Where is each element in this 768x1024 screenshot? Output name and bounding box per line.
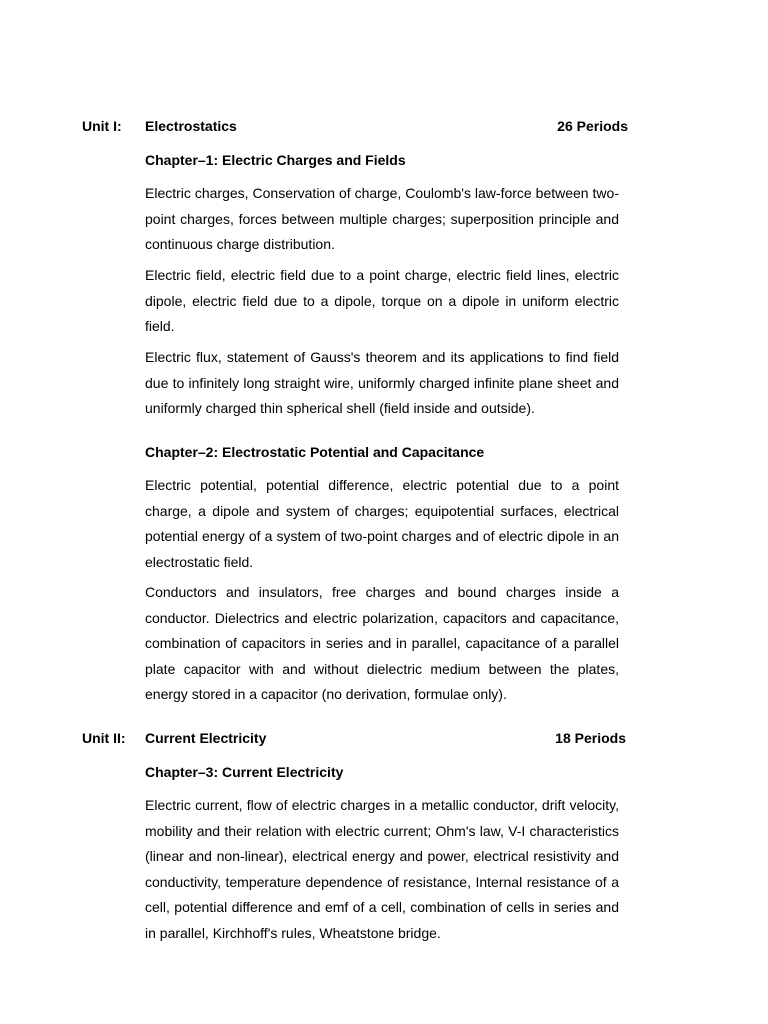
paragraph-electric-flux: Electric flux, statement of Gauss's theorem and its applications to find field due to infinitely long straight wire, uniformly charged infinite plane sheet and uniformly charged thin spherical shell (field inside and outside). (145, 349, 619, 416)
paragraph-conductors-insulators: Conductors and insulators, free charges and bound charges inside a conductor. Dielectrics and electric polarization, capacitors and capacitance, combination of capacitors in series and in parallel, capacitance of a parallel plate capacitor with and without dielectric medium between the plates, energy stored in a capacitor (no derivation, formulae only). (145, 584, 619, 702)
paragraph-electric-field: Electric field, electric field due to a point charge, electric field lines, electric dipole, electric field due to a dipole, torque on a dipole in uniform electric field. (145, 267, 619, 334)
unit-header-1 (82, 116, 628, 136)
unit-periods: 26 Periods (557, 118, 628, 134)
chapter-heading-3: Chapter–3: Current Electricity (145, 764, 344, 780)
unit-title: Electrostatics (145, 118, 237, 134)
paragraph-electric-charges: Electric charges, Conservation of charge, Coulomb's law-force between two- point charges, forces between multiple charges; superposition principle and continuous charge distribution. (145, 185, 619, 252)
paragraph-electric-current: Electric current, flow of electric charges in a metallic conductor, drift velocity, mobility and their relation with electric current; Ohm's law, V-I characteristics (linear and non-linear), electrical energy and power, electrical resistivity and conductivity, temperature dependence of resistance, Internal resistance of a cell, potential difference and emf of a cell, combination of cells in series and in parallel, Kirchhoff's rules, Wheatstone bridge. (145, 797, 619, 941)
unit-title: Current Electricity (145, 730, 267, 746)
chapter-heading-1: Chapter–1: Electric Charges and Fields (145, 152, 406, 168)
unit-periods: 18 Periods (555, 730, 626, 746)
unit-label: Unit II: (82, 730, 126, 746)
unit-label: Unit I: (82, 118, 122, 134)
paragraph-electric-potential: Electric potential, potential difference, electric potential due to a point charge, a dipole and system of charges; equipotential surfaces, electrical potential energy of a system of two-point charges and of electric dipole in an electrostatic field. (145, 477, 619, 570)
unit-header-2 (82, 728, 626, 748)
chapter-heading-2: Chapter–2: Electrostatic Potential and Capacitance (145, 444, 485, 460)
